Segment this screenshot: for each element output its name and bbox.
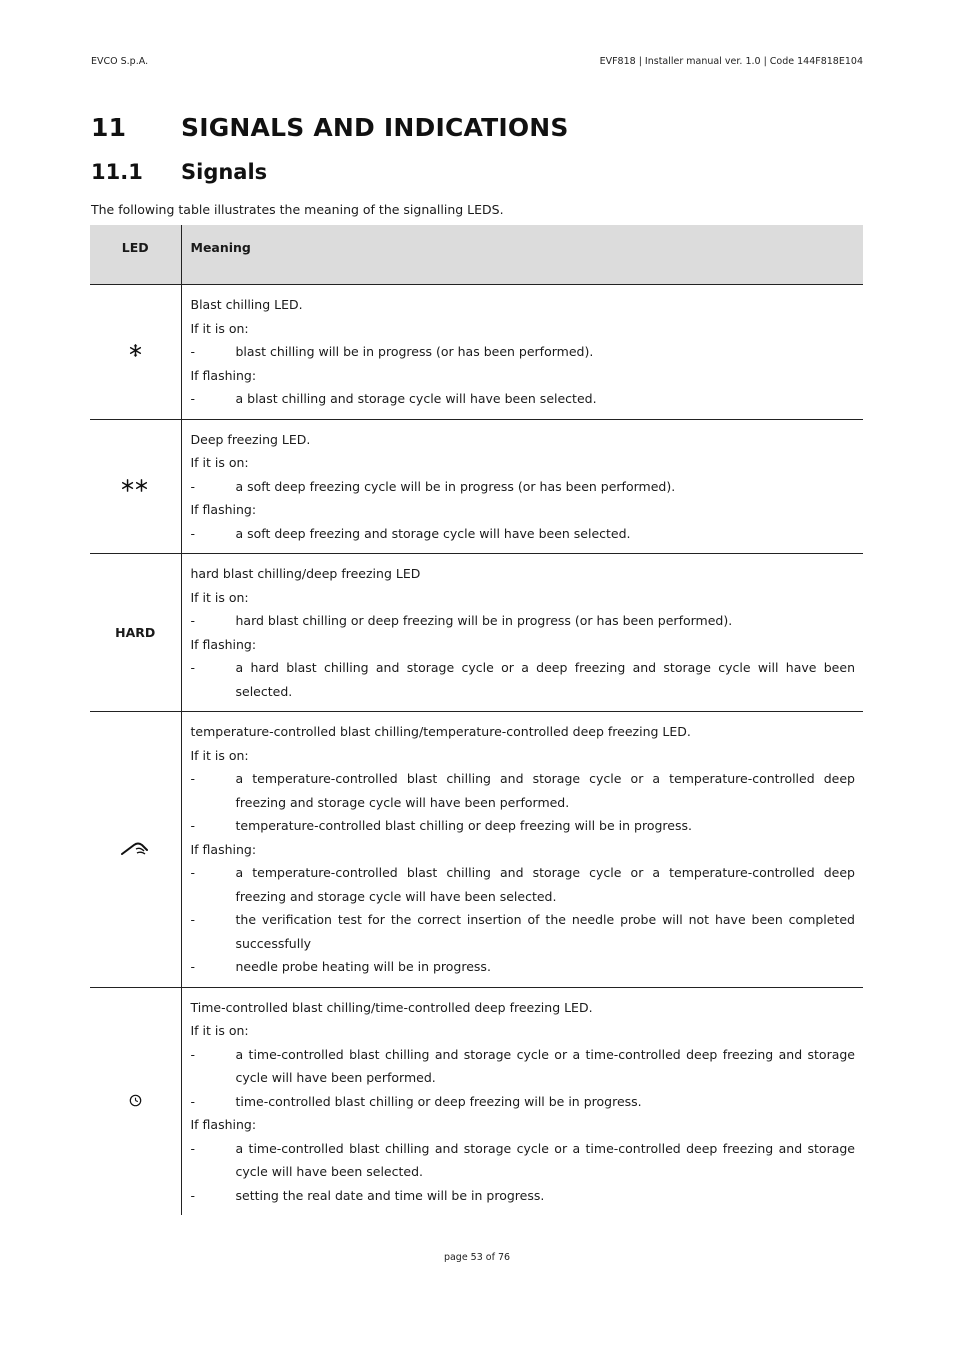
- bullet-dash: -: [190, 818, 196, 833]
- led-cell: [90, 554, 181, 712]
- double-snowflake-icon: [121, 479, 149, 495]
- list-item: [191, 340, 856, 364]
- bullet-dash: -: [190, 478, 196, 494]
- led-description: Time-controlled blast chilling/time-controlled deep freezing LED.: [190, 999, 593, 1015]
- list-item-text: a time-controlled blast chilling and storage cycle or a time-controlled deep freezing and storage cycle will have been selected.: [235, 1140, 855, 1179]
- bullet-dash: -: [190, 525, 196, 541]
- list-item: [191, 609, 856, 633]
- list-item-text: a time-controlled blast chilling and storage cycle or a time-controlled deep freezing and storage cycle will have been performed.: [235, 1046, 855, 1085]
- list-item-text: needle probe heating will be in progress.: [235, 959, 491, 974]
- signals-table: [90, 225, 863, 1215]
- meaning-cell: [181, 712, 863, 988]
- bullet-dash: -: [190, 391, 196, 406]
- list-item: [191, 1043, 856, 1090]
- clock-icon: [129, 1094, 142, 1110]
- section-number: 11.1: [91, 160, 143, 184]
- on-state-label: If it is on:: [190, 455, 249, 470]
- bullet-dash: -: [190, 660, 196, 675]
- list-item-text: blast chilling will be in progress (or has been performed).: [235, 344, 594, 359]
- led-cell: [90, 419, 181, 554]
- column-header-led: LED: [90, 225, 181, 285]
- list-item-text: temperature-controlled blast chilling or deep freezing will be in progress.: [235, 818, 692, 833]
- page-number: page 53 of 76: [443, 1252, 511, 1263]
- list-item-text: a soft deep freezing and storage cycle will have been selected.: [235, 525, 631, 541]
- meaning-cell: [181, 987, 863, 1215]
- on-state-label: If it is on:: [190, 589, 249, 605]
- header-company: EVCO S.p.A.: [91, 56, 149, 67]
- chapter-heading: [91, 113, 569, 142]
- list-item: [191, 387, 856, 411]
- bullet-dash: -: [190, 1046, 196, 1062]
- led-description: Blast chilling LED.: [190, 297, 303, 312]
- section-heading: [91, 160, 267, 184]
- flashing-state-label: If flashing:: [190, 841, 257, 857]
- list-item: [191, 1090, 856, 1114]
- column-header-meaning: Meaning: [181, 225, 863, 285]
- list-item-text: the verification test for the correct insertion of the needle probe will not have been completed successfully: [235, 912, 855, 951]
- meaning-cell: [181, 554, 863, 712]
- bullet-dash: -: [190, 1140, 196, 1156]
- on-state-label: If it is on:: [190, 320, 249, 336]
- bullet-dash: -: [190, 912, 196, 927]
- list-item-text: time-controlled blast chilling or deep freezing will be in progress.: [235, 1093, 642, 1109]
- header-doc-info: EVF818 | Installer manual ver. 1.0 | Code 144F818E104: [599, 56, 863, 67]
- list-item-text: setting the real date and time will be in progress.: [235, 1187, 545, 1203]
- flashing-state-label: If flashing:: [190, 636, 257, 652]
- table-header-row: [90, 225, 863, 285]
- led-label: HARD: [115, 625, 156, 640]
- bullet-dash: -: [190, 865, 196, 880]
- bullet-dash: -: [190, 1187, 196, 1203]
- table-row: [90, 419, 863, 554]
- list-item: [191, 908, 856, 955]
- led-description: temperature-controlled blast chilling/temperature-controlled deep freezing LED.: [190, 724, 691, 739]
- bullet-dash: -: [190, 344, 196, 359]
- list-item-text: a soft deep freezing cycle will be in progress (or has been performed).: [235, 478, 676, 494]
- list-item: [191, 814, 856, 838]
- list-item-text: a temperature-controlled blast chilling and storage cycle or a temperature-controlled deep freezing and storage cycle will have been performed.: [235, 771, 855, 810]
- bullet-dash: -: [190, 1093, 196, 1109]
- list-item: [191, 1137, 856, 1184]
- table-row: [90, 554, 863, 712]
- on-state-label: If it is on:: [190, 747, 249, 763]
- bullet-dash: -: [190, 959, 196, 974]
- list-item: [191, 475, 856, 499]
- led-cell: [90, 987, 181, 1215]
- list-item-text: a blast chilling and storage cycle will have been selected.: [235, 391, 597, 406]
- needle-probe-icon: [121, 840, 149, 859]
- bullet-dash: -: [190, 771, 196, 786]
- meaning-cell: [181, 285, 863, 420]
- section-title: Signals: [181, 160, 268, 184]
- led-description: Deep freezing LED.: [190, 431, 311, 447]
- flashing-state-label: If flashing:: [190, 367, 257, 383]
- list-item: [191, 861, 856, 908]
- meaning-cell: [181, 419, 863, 554]
- table-row: [90, 712, 863, 988]
- list-item-text: hard blast chilling or deep freezing will be in progress (or has been performed).: [235, 613, 733, 628]
- chapter-title: SIGNALS AND INDICATIONS: [181, 113, 569, 142]
- list-item: [191, 955, 856, 979]
- bullet-dash: -: [190, 613, 196, 628]
- snowflake-icon: [129, 344, 142, 360]
- led-cell: [90, 285, 181, 420]
- list-item: [191, 767, 856, 814]
- intro-paragraph: The following table illustrates the meaning of the signalling LEDS.: [91, 202, 504, 217]
- table-row: [90, 285, 863, 420]
- chapter-number: 11: [91, 113, 127, 142]
- flashing-state-label: If flashing:: [190, 502, 257, 517]
- list-item-text: a hard blast chilling and storage cycle or a deep freezing and storage cycle will have been selected.: [235, 660, 855, 699]
- list-item-text: a temperature-controlled blast chilling and storage cycle or a temperature-controlled deep freezing and storage cycle will have been selected.: [235, 865, 855, 904]
- led-cell: [90, 712, 181, 988]
- on-state-label: If it is on:: [190, 1023, 249, 1038]
- list-item: [191, 522, 856, 546]
- led-description: hard blast chilling/deep freezing LED: [190, 566, 421, 581]
- list-item: [191, 656, 856, 703]
- list-item: [191, 1184, 856, 1208]
- flashing-state-label: If flashing:: [190, 1117, 257, 1132]
- table-row: [90, 987, 863, 1215]
